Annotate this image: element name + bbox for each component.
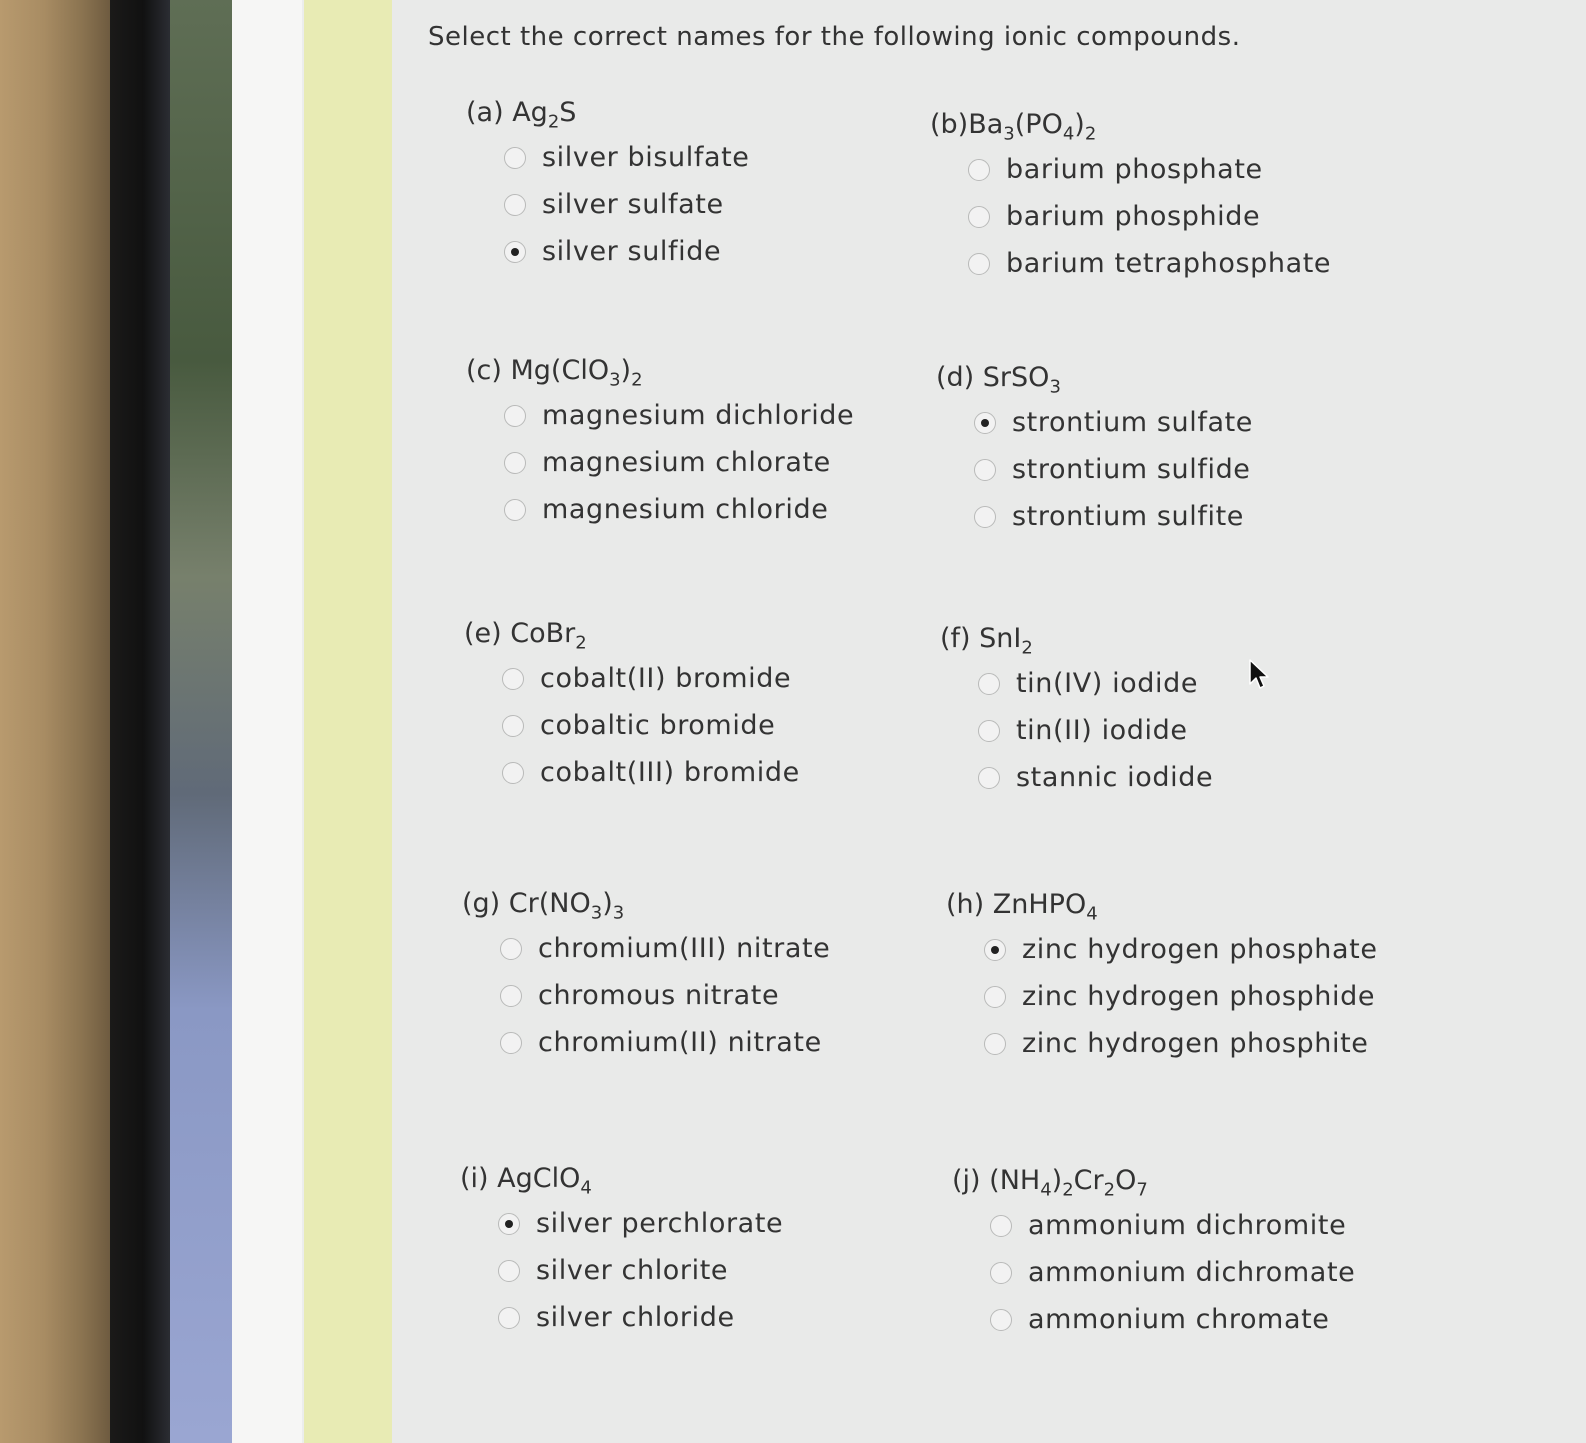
question-i: [460, 1158, 783, 1341]
question-a: [466, 92, 750, 275]
formula-subscript: 2: [575, 632, 587, 654]
answer-option[interactable]: [498, 1294, 783, 1341]
answer-option[interactable]: [504, 181, 750, 228]
answer-option-label: chromium(II) nitrate: [538, 1027, 822, 1058]
question-h: [946, 884, 1378, 1067]
answer-option-label: strontium sulfite: [1012, 501, 1244, 532]
answer-option-label: strontium sulfate: [1012, 407, 1254, 438]
answer-option-label: tin(II) iodide: [1016, 715, 1188, 746]
chemical-formula: [508, 888, 625, 924]
answer-option[interactable]: [504, 439, 854, 486]
answer-option[interactable]: [978, 707, 1213, 754]
question-label: (a): [466, 97, 513, 128]
formula-part: ): [1051, 1165, 1063, 1196]
answer-option[interactable]: [974, 399, 1253, 446]
answer-option-label: cobalt(III) bromide: [540, 757, 800, 788]
question-e: [464, 613, 800, 796]
answer-option-label: ammonium dichromate: [1028, 1257, 1356, 1288]
formula-part: Ag: [512, 97, 548, 128]
answer-option[interactable]: [978, 754, 1213, 801]
question-highlight-bar: [304, 0, 392, 1443]
formula-part: (NH: [989, 1165, 1041, 1196]
formula-part: Mg(ClO: [510, 355, 610, 386]
answer-option[interactable]: [984, 973, 1378, 1020]
answer-option-label: zinc hydrogen phosphite: [1022, 1028, 1369, 1059]
question-f-heading: [940, 618, 1213, 660]
chemical-formula: [510, 618, 587, 654]
formula-subscript: 4: [1040, 1179, 1052, 1201]
formula-part: ): [620, 355, 632, 386]
answer-option-label: silver perchlorate: [536, 1208, 784, 1239]
radio-button[interactable]: [978, 720, 1000, 742]
radio-button-selected[interactable]: [504, 241, 526, 263]
answer-option-label: stannic iodide: [1016, 762, 1214, 793]
radio-button[interactable]: [504, 499, 526, 521]
formula-part: ): [1074, 109, 1085, 140]
answer-option[interactable]: [504, 392, 854, 439]
answer-option[interactable]: [502, 655, 800, 702]
radio-button-selected[interactable]: [984, 939, 1006, 961]
formula-subscript: 2: [1103, 1179, 1116, 1201]
answer-option[interactable]: [498, 1247, 783, 1294]
answer-option-label: cobalt(II) bromide: [540, 663, 792, 694]
question-label: (b): [930, 109, 969, 140]
answer-option[interactable]: [498, 1200, 783, 1247]
radio-button[interactable]: [500, 1032, 522, 1054]
question-i-heading: [460, 1158, 783, 1200]
answer-option[interactable]: [974, 446, 1253, 493]
question-g-heading: [462, 883, 830, 925]
answer-option-label: ammonium chromate: [1028, 1304, 1330, 1335]
radio-button[interactable]: [990, 1215, 1012, 1237]
formula-subscript: 3: [1049, 376, 1061, 398]
radio-button[interactable]: [984, 1033, 1006, 1055]
answer-option-label: magnesium dichloride: [542, 400, 855, 431]
answer-option-label: zinc hydrogen phosphide: [1022, 981, 1376, 1012]
radio-button[interactable]: [990, 1309, 1012, 1331]
radio-button-selected[interactable]: [974, 412, 996, 434]
question-label: (d): [936, 362, 983, 393]
answer-option[interactable]: [504, 228, 750, 275]
answer-option[interactable]: [500, 1019, 830, 1066]
question-b-heading: [930, 104, 1331, 146]
radio-button[interactable]: [504, 405, 526, 427]
answer-option[interactable]: [968, 193, 1331, 240]
chemical-formula: [512, 97, 577, 133]
radio-button[interactable]: [968, 159, 990, 181]
formula-part: Cr(NO: [508, 888, 591, 919]
answer-option-label: silver sulfide: [542, 236, 722, 267]
formula-subscript: 3: [609, 369, 621, 391]
question-g: [462, 883, 830, 1066]
radio-button[interactable]: [500, 985, 522, 1007]
answer-option[interactable]: [978, 660, 1213, 707]
radio-button[interactable]: [968, 206, 990, 228]
radio-button-selected[interactable]: [498, 1213, 520, 1235]
answer-option[interactable]: [500, 925, 830, 972]
answer-option-label: silver chloride: [536, 1302, 735, 1333]
answer-option[interactable]: [502, 702, 800, 749]
formula-part: (PO: [1014, 109, 1063, 140]
formula-subscript: 2: [547, 111, 560, 133]
question-label: (e): [464, 618, 511, 649]
formula-subscript: 3: [612, 902, 625, 924]
formula-part: S: [559, 97, 577, 128]
question-a-heading: [466, 92, 750, 134]
formula-subscript: 2: [631, 369, 643, 391]
formula-part: SnI: [979, 623, 1022, 654]
chemical-formula: [982, 362, 1061, 398]
radio-button[interactable]: [978, 767, 1000, 789]
instruction-text: Select the correct names for the following ionic compounds.: [428, 22, 1241, 52]
formula-part: Cr: [1073, 1165, 1104, 1196]
formula-subscript: 4: [1086, 903, 1098, 925]
answer-option-label: zinc hydrogen phosphate: [1022, 934, 1378, 965]
answer-option[interactable]: [968, 240, 1331, 287]
mouse-cursor-icon: [1248, 658, 1272, 692]
formula-part: ZnHPO: [992, 889, 1087, 920]
answer-option-label: silver sulfate: [542, 189, 724, 220]
answer-option[interactable]: [504, 134, 750, 181]
answer-option-label: cobaltic bromide: [540, 710, 776, 741]
answer-option-label: chromium(III) nitrate: [538, 933, 831, 964]
answer-option[interactable]: [974, 493, 1253, 540]
question-c-heading: [466, 350, 854, 392]
formula-subscript: 4: [1062, 123, 1075, 145]
radio-button[interactable]: [968, 253, 990, 275]
formula-part: SrSO: [982, 362, 1050, 393]
question-h-heading: [946, 884, 1378, 926]
formula-part: Ba: [968, 109, 1004, 140]
answer-option[interactable]: [502, 749, 800, 796]
formula-subscript: 4: [580, 1177, 592, 1199]
formula-part: ): [602, 888, 613, 919]
answer-option[interactable]: [968, 146, 1331, 193]
radio-button[interactable]: [974, 506, 996, 528]
question-label: (f): [940, 623, 980, 654]
question-label: (h): [946, 889, 993, 920]
radio-button[interactable]: [504, 147, 526, 169]
answer-option-label: ammonium dichromite: [1028, 1210, 1347, 1241]
answer-option-label: barium phosphate: [1006, 154, 1263, 185]
answer-option-label: barium tetraphosphate: [1006, 248, 1332, 279]
formula-part: AgClO: [497, 1163, 581, 1194]
formula-subscript: 2: [1062, 1179, 1074, 1201]
monitor-bezel: [110, 0, 170, 1443]
answer-option-label: magnesium chlorate: [542, 447, 831, 478]
radio-button[interactable]: [500, 938, 522, 960]
radio-button[interactable]: [498, 1260, 520, 1282]
formula-subscript: 2: [1084, 123, 1097, 145]
answer-option-label: strontium sulfide: [1012, 454, 1251, 485]
radio-button[interactable]: [978, 673, 1000, 695]
answer-option[interactable]: [990, 1202, 1355, 1249]
radio-button[interactable]: [984, 986, 1006, 1008]
answer-option-label: silver bisulfate: [542, 142, 750, 173]
answer-option[interactable]: [990, 1296, 1355, 1343]
radio-button[interactable]: [502, 715, 524, 737]
question-b: [930, 104, 1331, 287]
radio-button[interactable]: [502, 668, 524, 690]
question-label: (i): [460, 1163, 498, 1194]
question-j-heading: [952, 1160, 1355, 1202]
formula-part: CoBr: [510, 618, 576, 649]
chemical-formula: [989, 1165, 1148, 1201]
answer-option-label: tin(IV) iodide: [1016, 668, 1199, 699]
question-label: (g): [462, 888, 509, 919]
background-left: [0, 0, 110, 1443]
chemical-formula: [992, 889, 1098, 925]
question-label: (j): [952, 1165, 990, 1196]
answer-option-label: magnesium chloride: [542, 494, 829, 525]
answer-option-label: silver chlorite: [536, 1255, 729, 1286]
question-f: [940, 618, 1213, 801]
formula-subscript: 7: [1136, 1179, 1148, 1201]
chemical-formula: [968, 109, 1097, 145]
answer-option[interactable]: [984, 926, 1378, 973]
radio-button[interactable]: [504, 452, 526, 474]
question-j: [952, 1160, 1355, 1343]
radio-button[interactable]: [504, 194, 526, 216]
question-e-heading: [464, 613, 800, 655]
chemical-formula: [510, 355, 643, 391]
formula-subscript: 3: [590, 902, 603, 924]
question-d-heading: [936, 357, 1253, 399]
page-margin: [232, 0, 302, 1443]
formula-subscript: 2: [1021, 637, 1033, 659]
answer-option[interactable]: [990, 1249, 1355, 1296]
screen-reflection: [170, 0, 240, 1443]
answer-option[interactable]: [500, 972, 830, 1019]
question-c: [466, 350, 854, 533]
radio-button[interactable]: [974, 459, 996, 481]
radio-button[interactable]: [498, 1307, 520, 1329]
chemical-formula: [497, 1163, 592, 1199]
answer-option-label: chromous nitrate: [538, 980, 780, 1011]
answer-option[interactable]: [504, 486, 854, 533]
formula-part: O: [1115, 1165, 1137, 1196]
answer-option-label: barium phosphide: [1006, 201, 1261, 232]
answer-option[interactable]: [984, 1020, 1378, 1067]
radio-button[interactable]: [990, 1262, 1012, 1284]
question-label: (c): [466, 355, 511, 386]
chemical-formula: [979, 623, 1033, 659]
question-d: [936, 357, 1253, 540]
radio-button[interactable]: [502, 762, 524, 784]
formula-subscript: 3: [1003, 123, 1015, 145]
